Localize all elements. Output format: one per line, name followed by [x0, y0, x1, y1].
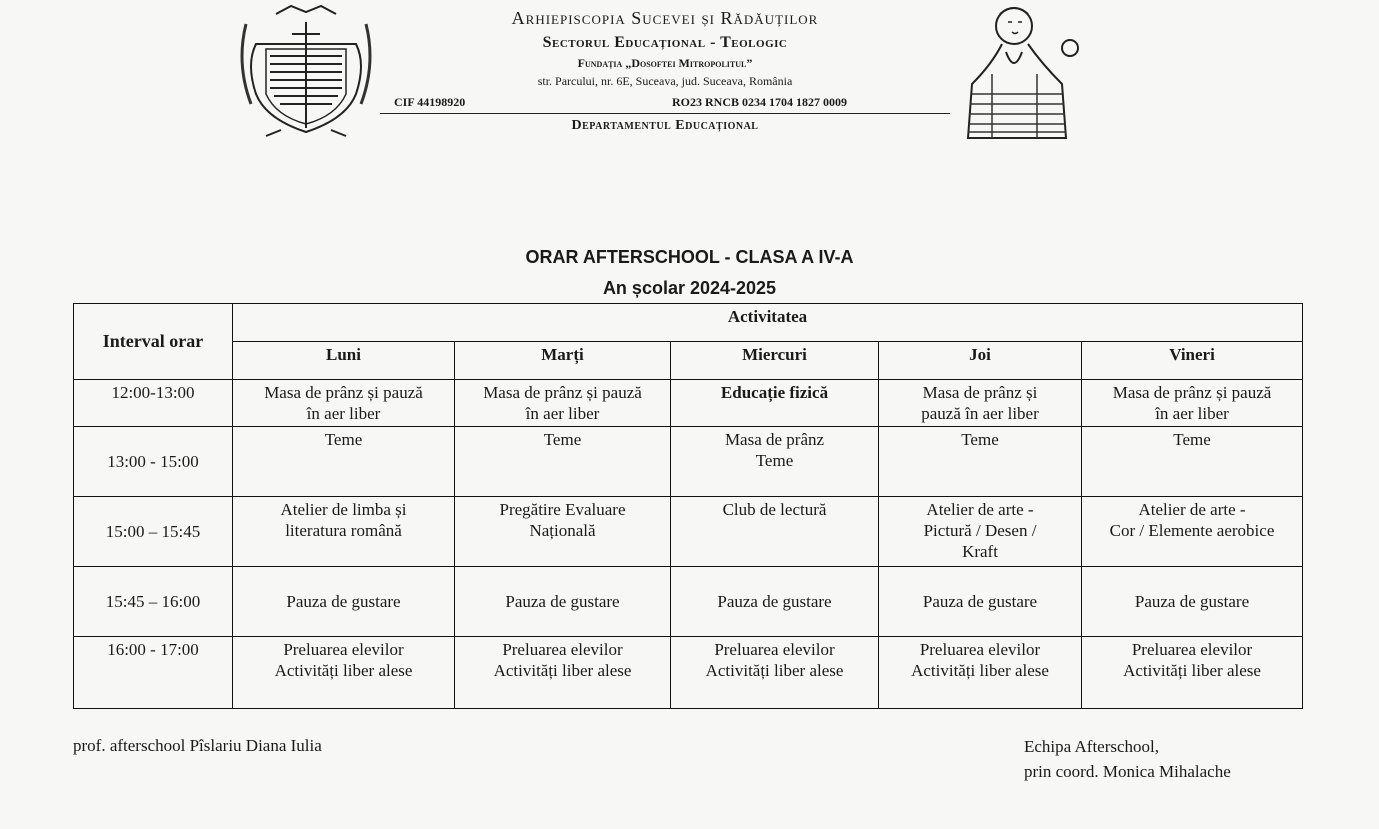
- letterhead-foundation: Fundația „Dosoftei Mitropolitul”: [577, 56, 753, 70]
- activity-line: Activități liber alese: [274, 661, 413, 680]
- activity-cell: [671, 497, 879, 567]
- activity-line: Pauza de gustare: [505, 592, 620, 611]
- activity-line: literatura română: [285, 521, 402, 540]
- table-row: [74, 380, 1303, 427]
- activity-cell: [1082, 637, 1303, 709]
- activity-cell: [1082, 427, 1303, 497]
- activity-line: Teme: [543, 430, 582, 449]
- table-row: [74, 497, 1303, 567]
- teacher-signature: prof. afterschool Pîslariu Diana Iulia: [73, 736, 322, 755]
- activity-cell: [671, 637, 879, 709]
- activity-cell: [879, 637, 1082, 709]
- interval-cell: 16:00 - 17:00: [74, 637, 233, 709]
- activity-cell: [879, 567, 1082, 637]
- activity-line: Națională: [529, 521, 596, 540]
- activity-line: în aer liber: [525, 404, 600, 423]
- table-row: [74, 567, 1303, 637]
- activity-line: Masa de prânz și: [922, 383, 1038, 402]
- activity-cell: [233, 427, 455, 497]
- letterhead-address: str. Parcului, nr. 6E, Suceava, jud. Suceava, România: [537, 74, 793, 88]
- activity-cell: [671, 427, 879, 497]
- day-header-joi: Joi: [879, 342, 1082, 380]
- activity-line: Preluarea elevilor: [919, 640, 1041, 659]
- schedule-body: [74, 380, 1303, 709]
- activity-cell: [233, 637, 455, 709]
- team-signature-line2: prin coord. Monica Mihalache: [1024, 762, 1231, 781]
- activity-line: Pauza de gustare: [1134, 592, 1250, 611]
- day-header-vineri: Vineri: [1082, 342, 1303, 380]
- coat-of-arms-icon: [236, 4, 376, 138]
- activity-line: Masa de prânz și pauză: [264, 383, 423, 402]
- activity-line: Activități liber alese: [911, 661, 1049, 680]
- letterhead-department: Departamentul Educațional: [571, 118, 759, 133]
- activity-line: Pregătire Evaluare: [499, 500, 626, 519]
- activity-line: Preluarea elevilor: [714, 640, 835, 659]
- activity-cell: [671, 380, 879, 427]
- saint-portrait-icon: [962, 4, 1088, 140]
- activity-line: Masa de prânz și pauză: [483, 383, 642, 402]
- activity-line: Pictură / Desen /: [923, 521, 1037, 540]
- days-header-row: [74, 342, 1303, 380]
- letterhead-divider: [380, 113, 950, 114]
- activity-line: Pauza de gustare: [922, 592, 1038, 611]
- activity-cell: [455, 567, 671, 637]
- activity-line: Atelier de limba și: [280, 500, 407, 519]
- team-signature: [1024, 734, 1231, 784]
- activity-line: Teme: [1173, 430, 1211, 449]
- activity-cell: [455, 427, 671, 497]
- letterhead-archdiocese: Arhiepiscopia Sucevei și Rădăuților: [511, 8, 819, 28]
- activity-line: Atelier de arte -: [926, 500, 1034, 519]
- interval-cell: 15:45 – 16:00: [74, 567, 233, 637]
- activity-line: Preluarea elevilor: [283, 640, 404, 659]
- activity-cell: [1082, 380, 1303, 427]
- interval-cell: 12:00-13:00: [74, 380, 233, 427]
- activity-line: în aer liber: [1155, 404, 1229, 423]
- activity-cell: [233, 567, 455, 637]
- letterhead-cif: CIF 44198920: [394, 95, 466, 109]
- table-row: [74, 427, 1303, 497]
- activity-cell: [455, 637, 671, 709]
- activity-line: Masa de prânz și pauză: [1112, 383, 1272, 402]
- schedule-subtitle: An școlar 2024-2025: [602, 278, 777, 298]
- interval-cell: 15:00 – 15:45: [74, 497, 233, 567]
- activity-cell: [455, 380, 671, 427]
- team-signature-line1: Echipa Afterschool,: [1024, 737, 1160, 756]
- activity-line: pauză în aer liber: [921, 404, 1039, 423]
- activity-cell: [1082, 497, 1303, 567]
- schedule-title: ORAR AFTERSCHOOL - CLASA A IV-A: [525, 247, 854, 267]
- interval-cell: 13:00 - 15:00: [74, 427, 233, 497]
- activity-line: Preluarea elevilor: [1131, 640, 1253, 659]
- activity-line: Club de lectură: [722, 500, 827, 519]
- activity-cell: [233, 380, 455, 427]
- activity-line: Cor / Elemente aerobice: [1109, 521, 1275, 540]
- letterhead-iban: RO23 RNCB 0234 1704 1827 0009: [672, 95, 848, 109]
- day-header-miercuri: Miercuri: [671, 342, 879, 380]
- activity-cell: [455, 497, 671, 567]
- schedule-table: [73, 303, 1303, 709]
- activity-line: Pauza de gustare: [286, 592, 401, 611]
- activity-line: Activități liber alese: [1123, 661, 1261, 680]
- activity-cell: [879, 497, 1082, 567]
- interval-header: Interval orar: [74, 304, 233, 380]
- activity-line: Pauza de gustare: [717, 592, 832, 611]
- activity-line: Teme: [755, 451, 794, 470]
- activity-cell: [879, 380, 1082, 427]
- activity-line: Atelier de arte -: [1138, 500, 1246, 519]
- activity-header: Activitatea: [233, 304, 1303, 342]
- letterhead-sector: Sectorul Educațional - Teologic: [542, 34, 788, 51]
- activity-cell: [671, 567, 879, 637]
- activity-line: Activități liber alese: [705, 661, 844, 680]
- activity-line: Educație fizică: [720, 383, 829, 402]
- activity-line: Teme: [961, 430, 999, 449]
- day-header-luni: Luni: [233, 342, 455, 380]
- activity-line: Masa de prânz: [724, 430, 825, 449]
- activity-line: Kraft: [962, 542, 998, 561]
- activity-line: Activități liber alese: [493, 661, 632, 680]
- activity-cell: [233, 497, 455, 567]
- table-row: [74, 637, 1303, 709]
- activity-line: în aer liber: [306, 404, 381, 423]
- activity-line: Preluarea elevilor: [502, 640, 623, 659]
- activity-line: Teme: [324, 430, 363, 449]
- activity-cell: [879, 427, 1082, 497]
- activity-cell: [1082, 567, 1303, 637]
- day-header-marți: Marți: [455, 342, 671, 380]
